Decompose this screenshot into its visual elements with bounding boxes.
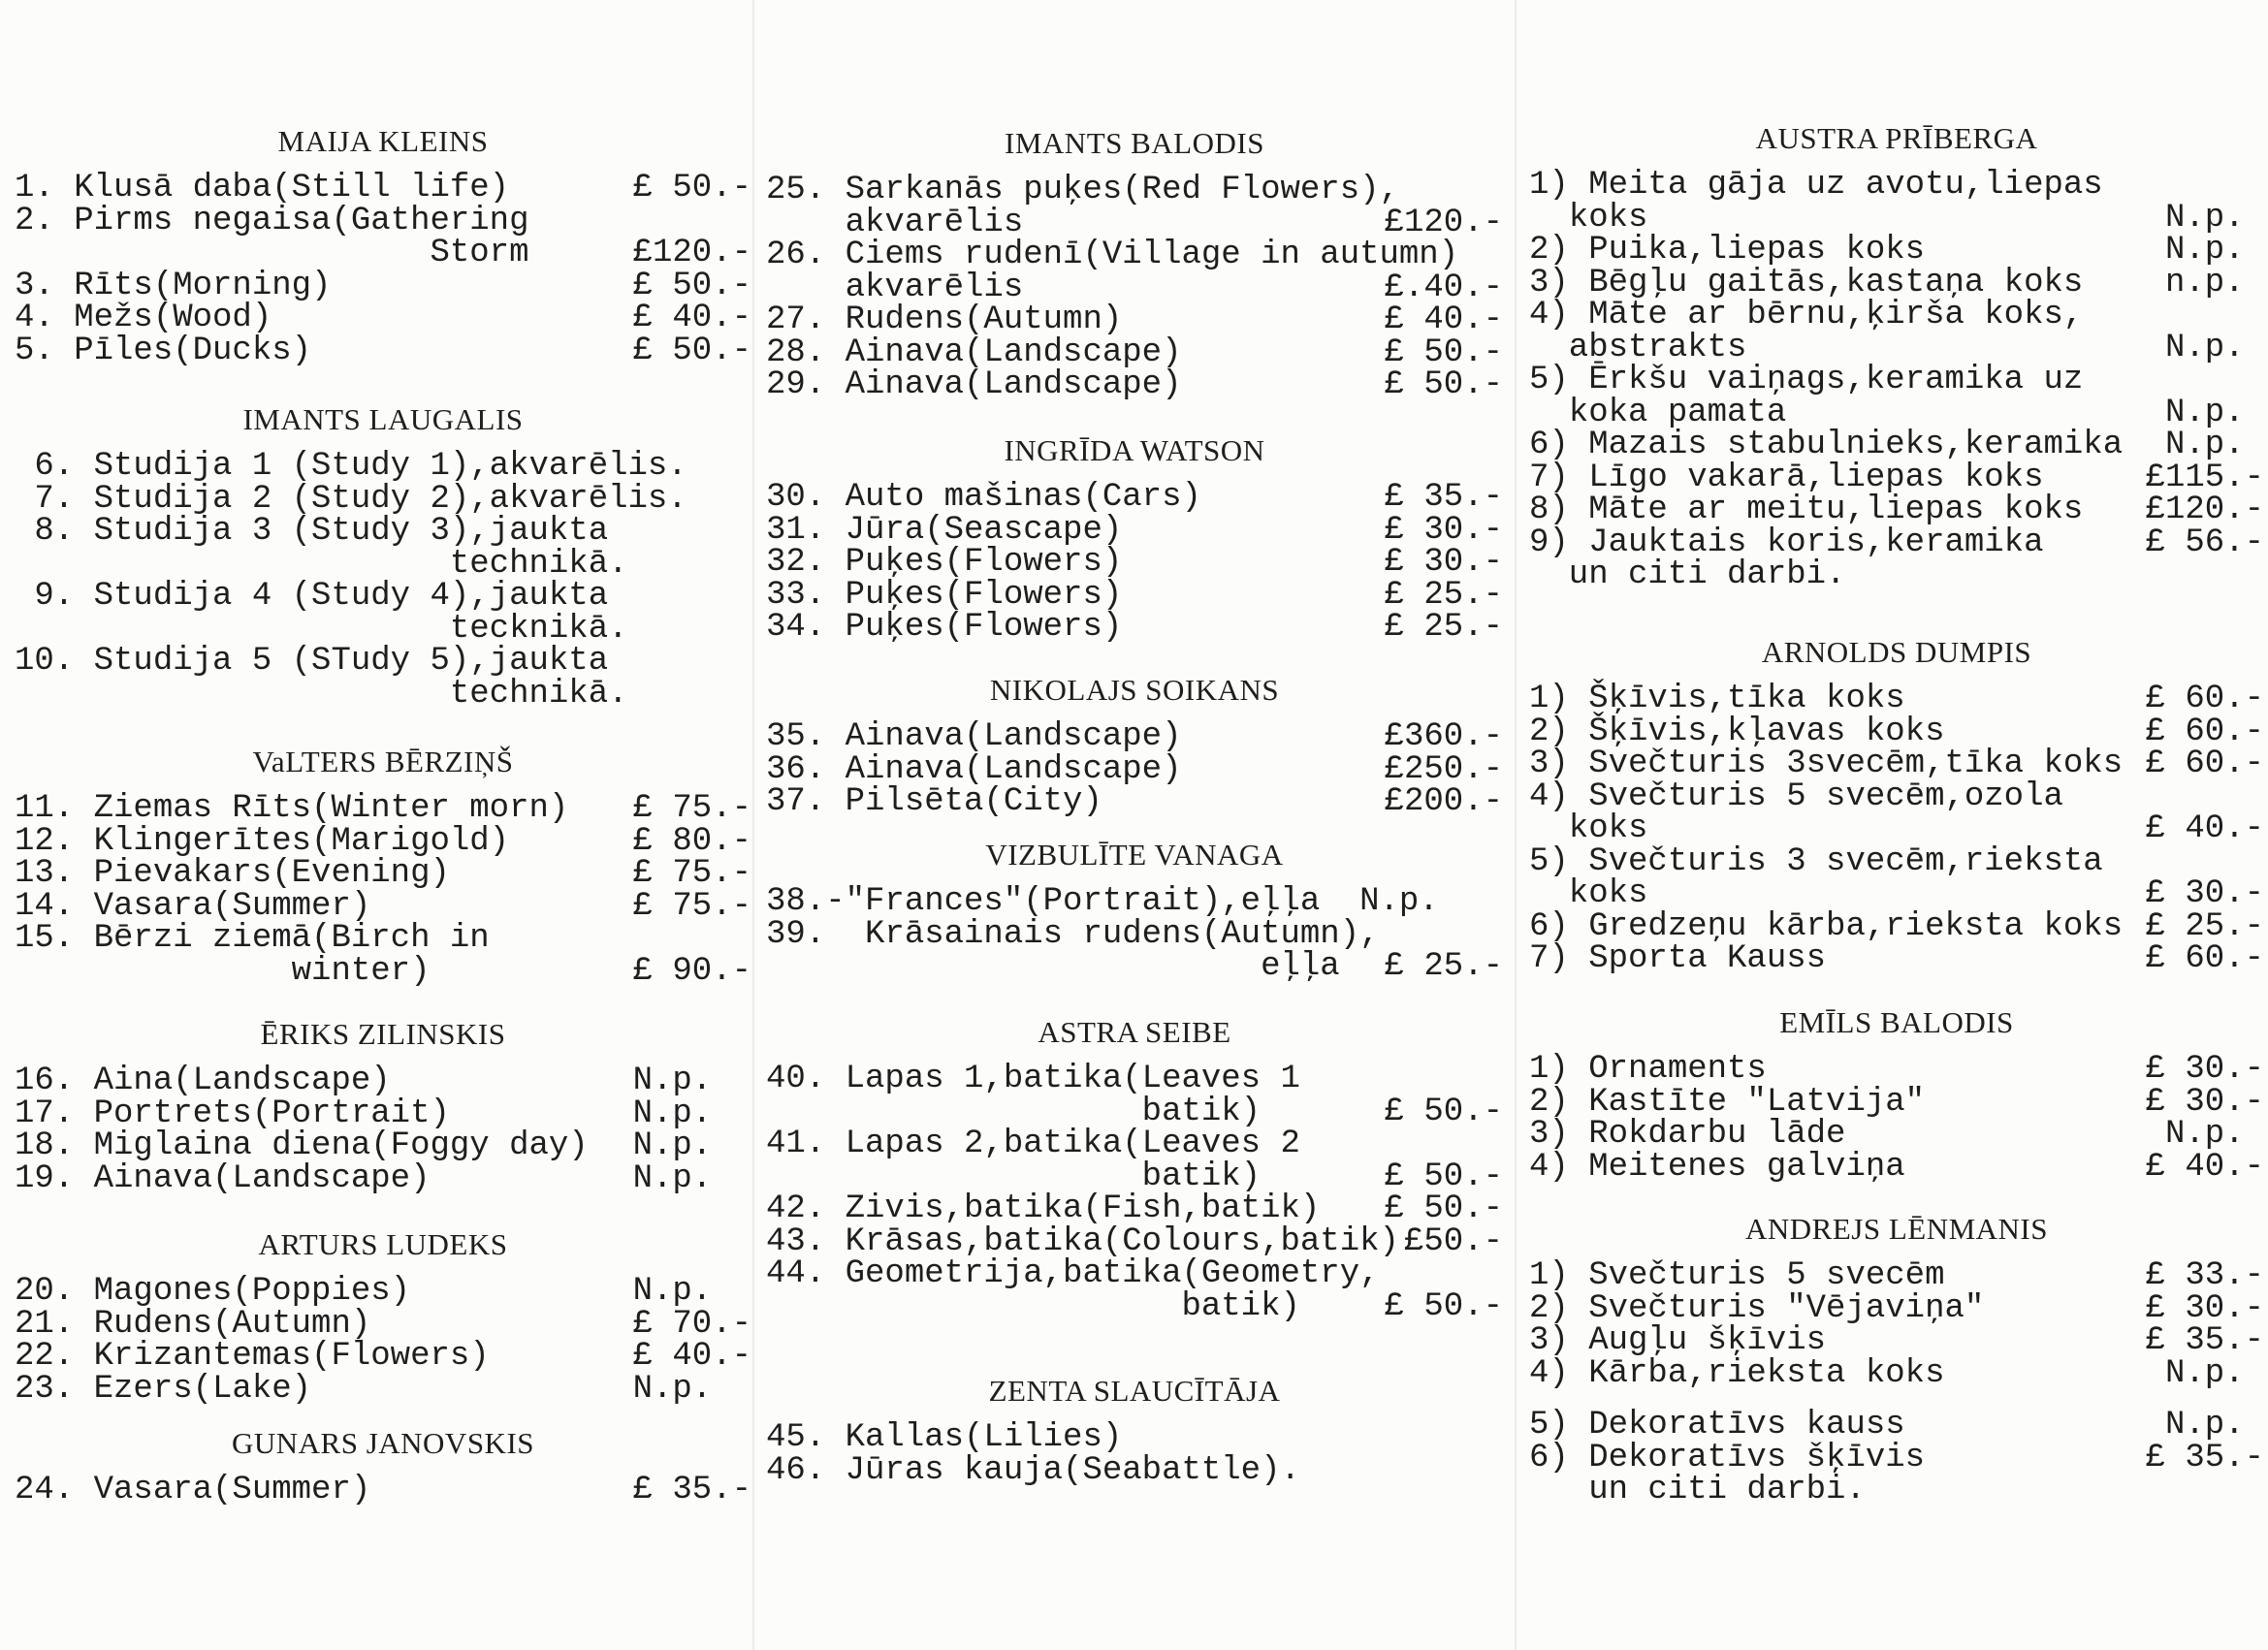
fold-line-right — [1515, 0, 1517, 1650]
artwork-list-line — [15, 202, 751, 239]
artwork-list-line — [15, 513, 751, 550]
artist-name-heading: VaLTERS BĒRZIŅŠ — [252, 745, 514, 778]
artwork-list-line — [15, 1472, 751, 1508]
artwork-price: £ 80.- — [632, 822, 751, 860]
artwork-title: 9) Jauktais koris,keramika — [1529, 524, 2044, 561]
artwork-list-line — [15, 610, 751, 648]
artwork-title: 41. Lapas 2,batika(Leaves 2 — [766, 1126, 1300, 1162]
artwork-list-line — [1529, 940, 2264, 977]
artwork-list-line — [1529, 494, 2264, 527]
artwork-price: £50.- — [1403, 1222, 1503, 1260]
artwork-title: 25. Sarkanās puķes(Red Flowers), — [766, 172, 1399, 208]
artwork-title: 1) Meita gāja uz avotu,liepas — [1529, 167, 2103, 204]
artist-name-heading: AUSTRA PRĪBERGA — [1755, 121, 2038, 155]
artwork-title: 3. Rīts(Morning) — [15, 267, 332, 304]
artwork-title: 30. Auto mašinas(Cars) — [766, 479, 1201, 516]
artwork-list-line — [15, 1065, 751, 1098]
artwork-list-line — [766, 1222, 1503, 1260]
artwork-title: akvarēlis — [766, 269, 1024, 306]
artwork-list-line — [766, 301, 1503, 338]
artwork-price: £ 40.- — [632, 1338, 751, 1375]
artwork-list-line — [15, 675, 751, 713]
artwork-price: £ 30.- — [2145, 1051, 2264, 1088]
artist-name-heading: ANDREJS LĒNMANIS — [1745, 1212, 2048, 1246]
artist-section — [15, 746, 751, 988]
artwork-list-line — [766, 1063, 1503, 1096]
artwork-title: 13. Pievakars(Evening) — [15, 855, 450, 892]
artwork-title: 9. Studija 4 (Study 4),jaukta — [15, 578, 609, 615]
artwork-list-line — [766, 239, 1503, 272]
artist-name-heading: ARTURS LUDEKS — [258, 1227, 508, 1261]
artwork-list-line — [15, 332, 751, 369]
artwork-list-line — [766, 172, 1503, 208]
artwork-title: 3) Rokdarbu lāde — [1529, 1116, 1846, 1153]
artwork-list-line — [1529, 683, 2264, 716]
artwork-price: £200.- — [1384, 783, 1503, 820]
artwork-list-line — [15, 1095, 751, 1132]
artwork-list-line — [1529, 362, 2264, 398]
artwork-price: N.p. — [2164, 427, 2264, 463]
artwork-price: £ 60.- — [2145, 940, 2264, 977]
column-middle — [766, 0, 1503, 1650]
artwork-title: 1) Ornaments — [1529, 1051, 1767, 1088]
artwork-title: 4) Meitenes galviņa — [1529, 1148, 1905, 1186]
artwork-price: £ 35.- — [1384, 479, 1503, 516]
artwork-list-line — [1529, 524, 2264, 561]
artwork-title: batik) — [766, 1287, 1300, 1325]
artwork-title: 7) Sporta Kauss — [1529, 940, 1827, 977]
artwork-title: 2) Kastīte "Latvija" — [1529, 1083, 1926, 1121]
artwork-list-line — [15, 822, 751, 860]
artwork-title: 26. Ciems rudenī(Village in autumn) — [766, 237, 1459, 273]
artwork-title: 23. Ezers(Lake) — [15, 1370, 312, 1408]
artwork-title: koks — [1529, 199, 1648, 237]
artwork-title: koks — [1529, 810, 1648, 847]
artwork-price: £ 35.- — [632, 1472, 751, 1508]
artwork-price: £ 50.- — [632, 332, 751, 369]
artwork-list-line — [1529, 1439, 2264, 1476]
artist-section — [766, 1016, 1503, 1323]
artwork-list-line — [1529, 1051, 2264, 1088]
artwork-title: 21. Rudens(Autumn) — [15, 1305, 371, 1343]
artist-section — [766, 839, 1503, 984]
artist-section — [1529, 1213, 2264, 1507]
artwork-title: 2) Šķīvis,kļavas koks — [1529, 713, 1945, 750]
artwork-list-line — [15, 578, 751, 615]
artwork-price: £120.- — [2145, 492, 2264, 528]
artwork-list-line — [15, 302, 751, 335]
artwork-price: £ 50.- — [1384, 1190, 1503, 1227]
artist-section — [766, 127, 1503, 402]
artwork-price: £ 30.- — [1384, 511, 1503, 549]
artwork-title: 5) Dekoratīvs kauss — [1529, 1407, 1905, 1444]
column-right — [1529, 0, 2264, 1650]
artist-section — [766, 1375, 1503, 1487]
artwork-title: 12. Klingerītes(Marigold) — [15, 822, 510, 860]
artwork-list-line — [766, 915, 1503, 953]
column-left — [15, 0, 751, 1650]
artwork-price: £ 75.- — [632, 887, 751, 925]
artwork-title: tecknikā. — [15, 610, 628, 648]
artwork-list-line — [15, 855, 751, 892]
artwork-price: £120.- — [632, 235, 751, 271]
artist-name-heading: ASTRA SEIBE — [1038, 1015, 1231, 1049]
artwork-list-line — [766, 1128, 1503, 1161]
artwork-price: £ 75.- — [632, 790, 751, 827]
artwork-price: £ 60.- — [2145, 713, 2264, 750]
artwork-list-line — [766, 204, 1503, 241]
artwork-title: 45. Kallas(Lilies) — [766, 1419, 1123, 1456]
artist-section — [15, 403, 751, 711]
artist-name-heading: ARNOLDS DUMPIS — [1761, 635, 2032, 669]
artwork-title: 5) Ērkšu vaiņags,keramika uz — [1529, 362, 2084, 398]
artwork-price: N.p. — [2164, 329, 2264, 366]
artwork-title: 33. Puķes(Flowers) — [766, 576, 1123, 614]
artwork-price: £ 50.- — [1384, 333, 1503, 371]
artist-section — [766, 434, 1503, 645]
artwork-title: 2. Pirms negaisa(Gathering — [15, 202, 529, 239]
artwork-title: 43. Krāsas,batika(Colours,batik) — [766, 1222, 1399, 1260]
artwork-title: 27. Rudens(Autumn) — [766, 301, 1123, 338]
artwork-price: £ 25.- — [1384, 948, 1503, 985]
artwork-title: 5. Pīles(Ducks) — [15, 332, 312, 369]
artwork-price: £ 70.- — [632, 1305, 751, 1343]
artist-name-heading: IMANTS LAUGALIS — [242, 402, 524, 436]
artwork-list-line — [1529, 748, 2264, 781]
artwork-price: £ 60.- — [2145, 746, 2264, 782]
artist-section — [1529, 1006, 2264, 1184]
artwork-list-line — [1529, 167, 2264, 204]
artwork-price: N.p. — [632, 1095, 751, 1132]
artwork-title: 1) Svečturis 5 svecēm — [1529, 1257, 1945, 1294]
artwork-list-line — [766, 883, 1503, 920]
artwork-price: £ 50.- — [632, 267, 751, 304]
artwork-price: N.p. — [632, 1370, 751, 1408]
artwork-price: £ 25.- — [2145, 907, 2264, 945]
artwork-title: 6) Dekoratīvs šķīvis — [1529, 1439, 1926, 1476]
artwork-list-line — [1529, 459, 2264, 496]
artwork-title: 38.-"Frances"(Portrait),eļļa N.p. — [766, 883, 1439, 920]
artwork-title: 4. Mežs(Wood) — [15, 300, 272, 336]
artwork-title: technikā. — [15, 545, 628, 583]
artist-name-heading: ĒRIKS ZILINSKIS — [260, 1017, 506, 1051]
artwork-list-line — [766, 1190, 1503, 1227]
artwork-list-line — [15, 920, 751, 957]
artwork-price: £ 40.- — [2145, 810, 2264, 847]
artwork-price: n.p. — [2164, 264, 2264, 301]
artwork-list-line — [15, 1127, 751, 1164]
artwork-list-line — [1529, 842, 2264, 880]
artwork-list-line — [1529, 1322, 2264, 1359]
artwork-price: N.p. — [632, 1273, 751, 1310]
artwork-price: £ 35.- — [2145, 1322, 2264, 1359]
artwork-price: £ 56.- — [2145, 524, 2264, 561]
artwork-title: 6. Studija 1 (Study 1),akvarēlis. — [15, 448, 687, 485]
artwork-price: £ 30.- — [2145, 875, 2264, 912]
artwork-list-line — [15, 643, 751, 680]
artwork-list-line — [1529, 556, 2264, 593]
artwork-price: £ 35.- — [2145, 1439, 2264, 1476]
artwork-title: 1) Šķīvis,tīka koks — [1529, 681, 1905, 717]
artwork-title: 19. Ainava(Landscape) — [15, 1159, 431, 1197]
artwork-title: abstrakts — [1529, 329, 1747, 366]
artwork-price: N.p. — [2164, 1116, 2264, 1153]
artwork-title: 34. Puķes(Flowers) — [766, 609, 1123, 646]
artist-name-heading: IMANTS BALODIS — [1005, 126, 1264, 160]
artist-section — [766, 674, 1503, 819]
fold-line-left — [752, 0, 754, 1650]
artist-section — [15, 1427, 751, 1507]
artwork-list-line — [15, 1159, 751, 1197]
artwork-price: £ 40.- — [2145, 1148, 2264, 1186]
artwork-price: £360.- — [1384, 718, 1503, 755]
artwork-price: £ 75.- — [632, 855, 751, 892]
artist-section — [15, 125, 751, 367]
artwork-list-line — [15, 545, 751, 583]
artwork-title: 42. Zivis,batika(Fish,batik) — [766, 1190, 1321, 1227]
artwork-price: £ 50.- — [1384, 1093, 1503, 1130]
artwork-list-line — [15, 448, 751, 485]
artwork-list-line — [1529, 232, 2264, 269]
artwork-list-line — [1529, 297, 2264, 333]
artwork-title: 3) Svečturis 3svecēm,tīka koks — [1529, 746, 2124, 782]
artwork-price: £ 40.- — [632, 300, 751, 336]
artwork-price: £115.- — [2145, 459, 2264, 496]
artwork-list-line — [766, 948, 1503, 985]
artwork-list-line — [766, 1451, 1503, 1489]
artwork-list-line — [1529, 264, 2264, 301]
artwork-list-line — [1529, 1472, 2264, 1508]
artist-name-heading: GUNARS JANOVSKIS — [231, 1426, 535, 1460]
artwork-title: 17. Portrets(Portrait) — [15, 1095, 450, 1132]
artwork-price: N.p. — [632, 1063, 751, 1099]
artwork-price: £250.- — [1384, 750, 1503, 788]
artwork-price: £ 33.- — [2145, 1257, 2264, 1294]
artwork-title: 28. Ainava(Landscape) — [766, 333, 1182, 371]
artwork-title: 6) Mazais stabulnieks,keramika — [1529, 427, 2124, 463]
artwork-list-line — [1529, 777, 2264, 815]
artwork-title: 39. Krāsainais rudens(Autumn), — [766, 915, 1380, 953]
artwork-title: batik) — [766, 1093, 1262, 1130]
artist-name-heading: VIZBULĪTE VANAGA — [985, 838, 1284, 872]
artwork-price: N.p. — [632, 1159, 751, 1197]
artwork-list-line — [1529, 329, 2264, 366]
artwork-list-line — [766, 511, 1503, 549]
artwork-price: N.p. — [2164, 232, 2264, 269]
artist-name-heading: MAIJA KLEINS — [277, 124, 489, 158]
artwork-title: 3) Augļu šķīvis — [1529, 1322, 1827, 1359]
artwork-title: 37. Pilsēta(City) — [766, 783, 1102, 820]
artwork-list-line — [15, 1370, 751, 1408]
artwork-price: £ 50.- — [1384, 366, 1503, 403]
artwork-title: 14. Vasara(Summer) — [15, 887, 371, 925]
artwork-price: £120.- — [1384, 204, 1503, 241]
artwork-title: 4) Kārba,rieksta koks — [1529, 1354, 1945, 1392]
artwork-title: winter) — [15, 952, 431, 990]
artwork-title: 46. Jūras kauja(Seabattle). — [766, 1451, 1300, 1489]
artist-name-heading: ZENTA SLAUCĪTĀJA — [988, 1374, 1281, 1408]
artwork-title: un citi darbi. — [1529, 556, 1846, 593]
artwork-price: N.p. — [2164, 1354, 2264, 1392]
artwork-title: 22. Krizantemas(Flowers) — [15, 1338, 490, 1375]
artwork-list-line — [15, 952, 751, 990]
artwork-price: N.p. — [2164, 199, 2264, 237]
artwork-list-line — [1529, 1407, 2264, 1444]
artwork-price: £.40.- — [1384, 269, 1503, 306]
artwork-title: batik) — [766, 1158, 1262, 1195]
artwork-list-line — [766, 366, 1503, 403]
artwork-title: 5) Svečturis 3 svecēm,rieksta — [1529, 842, 2103, 880]
artist-section — [15, 1228, 751, 1406]
artwork-price: £ 50.- — [632, 170, 751, 206]
artwork-list-line — [15, 1338, 751, 1375]
artwork-list-line — [15, 170, 751, 206]
artwork-list-line — [766, 718, 1503, 755]
artwork-title: 32. Puķes(Flowers) — [766, 544, 1123, 581]
artwork-price: £ 40.- — [1384, 301, 1503, 338]
artwork-title: 15. Bērzi ziemā(Birch in — [15, 920, 490, 957]
artwork-title: 7) Līgo vakarā,liepas koks — [1529, 459, 2044, 496]
artwork-title: 7. Studija 2 (Study 2),akvarēlis. — [15, 480, 687, 518]
artwork-title: 3) Bēgļu gaitās,kastaņa koks — [1529, 264, 2084, 301]
artwork-title: 4) Svečturis 5 svecēm,ozola — [1529, 777, 2063, 815]
artwork-price: £ 30.- — [2145, 1289, 2264, 1327]
artwork-title: Storm — [15, 235, 529, 271]
artwork-price: £ 25.- — [1384, 576, 1503, 614]
artwork-list-line — [766, 750, 1503, 788]
artwork-title: 8. Studija 3 (Study 3),jaukta — [15, 513, 609, 550]
artwork-list-line — [766, 1419, 1503, 1456]
artwork-list-line — [766, 544, 1503, 581]
artwork-title: 29. Ainava(Landscape) — [766, 366, 1182, 403]
artwork-title: 20. Magones(Poppies) — [15, 1273, 411, 1310]
artist-name-heading: INGRĪDA WATSON — [1004, 433, 1265, 467]
artwork-title: 4) Māte ar bērnu,ķirša koks, — [1529, 297, 2084, 333]
artwork-list-line — [15, 887, 751, 925]
artwork-price: N.p. — [2164, 394, 2264, 431]
artwork-list-line — [1529, 810, 2264, 847]
artwork-price: £ 50.- — [1384, 1287, 1503, 1325]
artwork-price: £ 30.- — [2145, 1083, 2264, 1121]
artwork-title: eļļa — [766, 948, 1340, 985]
artwork-list-line — [1529, 1148, 2264, 1186]
artwork-list-line — [766, 1287, 1503, 1325]
artwork-price: £ 25.- — [1384, 609, 1503, 646]
artwork-title: 2) Svečturis "Vējaviņa" — [1529, 1289, 1985, 1327]
artwork-title: 31. Jūra(Seascape) — [766, 511, 1123, 549]
artwork-title: 1. Klusā daba(Still life) — [15, 170, 510, 206]
artwork-title: 2) Puika,liepas koks — [1529, 232, 1926, 269]
artwork-list-line — [1529, 1289, 2264, 1327]
artwork-title: 8) Māte ar meitu,liepas koks — [1529, 492, 2084, 528]
artwork-title: koka pamata — [1529, 394, 1787, 431]
artwork-title: 10. Studija 5 (STudy 5),jaukta — [15, 643, 609, 680]
artwork-list-line — [15, 235, 751, 271]
artist-section — [1529, 122, 2264, 592]
artwork-price: £ 60.- — [2145, 681, 2264, 717]
artwork-title: 44. Geometrija,batika(Geometry, — [766, 1255, 1380, 1292]
artwork-list-line — [766, 333, 1503, 371]
artwork-title: 18. Miglaina diena(Foggy day) — [15, 1127, 589, 1164]
artwork-title: koks — [1529, 875, 1648, 912]
artwork-title: 16. Aina(Landscape) — [15, 1063, 391, 1099]
artwork-price: £ 90.- — [632, 952, 751, 990]
artwork-price: N.p. — [632, 1127, 751, 1164]
artwork-list-line — [766, 576, 1503, 614]
artwork-list-line — [766, 479, 1503, 516]
artwork-list-line — [15, 1305, 751, 1343]
artwork-title: 11. Ziemas Rīts(Winter morn) — [15, 790, 569, 827]
artwork-price: £ 50.- — [1384, 1158, 1503, 1195]
artwork-list-line — [766, 1255, 1503, 1292]
artwork-list-line — [1529, 875, 2264, 912]
artwork-list-line — [766, 1158, 1503, 1195]
artwork-list-line — [1529, 1083, 2264, 1121]
artwork-list-line — [15, 480, 751, 518]
artwork-list-line — [766, 269, 1503, 306]
artwork-list-line — [766, 609, 1503, 646]
artist-section — [1529, 636, 2264, 976]
artwork-list-line — [766, 783, 1503, 820]
artwork-list-line — [1529, 907, 2264, 945]
artwork-list-line — [1529, 1257, 2264, 1294]
artwork-list-line — [1529, 199, 2264, 237]
artwork-price: N.p. — [2164, 1407, 2264, 1444]
artwork-list-line — [15, 1273, 751, 1310]
artwork-list-line — [15, 267, 751, 304]
artwork-list-line — [1529, 429, 2264, 462]
artwork-title: 35. Ainava(Landscape) — [766, 718, 1182, 755]
artwork-list-line — [15, 790, 751, 827]
artwork-list-line — [1529, 394, 2264, 431]
artwork-list-line — [766, 1093, 1503, 1130]
artwork-list-line — [1529, 1354, 2264, 1392]
artwork-list-line — [1529, 1116, 2264, 1153]
artwork-title: 36. Ainava(Landscape) — [766, 750, 1182, 788]
artwork-title: technikā. — [15, 675, 628, 713]
artist-name-heading: EMĪLS BALODIS — [1779, 1005, 2014, 1039]
artwork-title: un citi darbi. — [1529, 1472, 1866, 1508]
artwork-title: 24. Vasara(Summer) — [15, 1472, 371, 1508]
artwork-title: akvarēlis — [766, 204, 1024, 241]
artist-name-heading: NIKOLAJS SOIKANS — [989, 673, 1280, 707]
artwork-list-line — [1529, 713, 2264, 750]
artwork-price: £ 30.- — [1384, 544, 1503, 581]
artwork-title: 40. Lapas 1,batika(Leaves 1 — [766, 1061, 1300, 1097]
artwork-title: 6) Gredzeņu kārba,rieksta koks — [1529, 907, 2124, 945]
artist-section — [15, 1018, 751, 1195]
